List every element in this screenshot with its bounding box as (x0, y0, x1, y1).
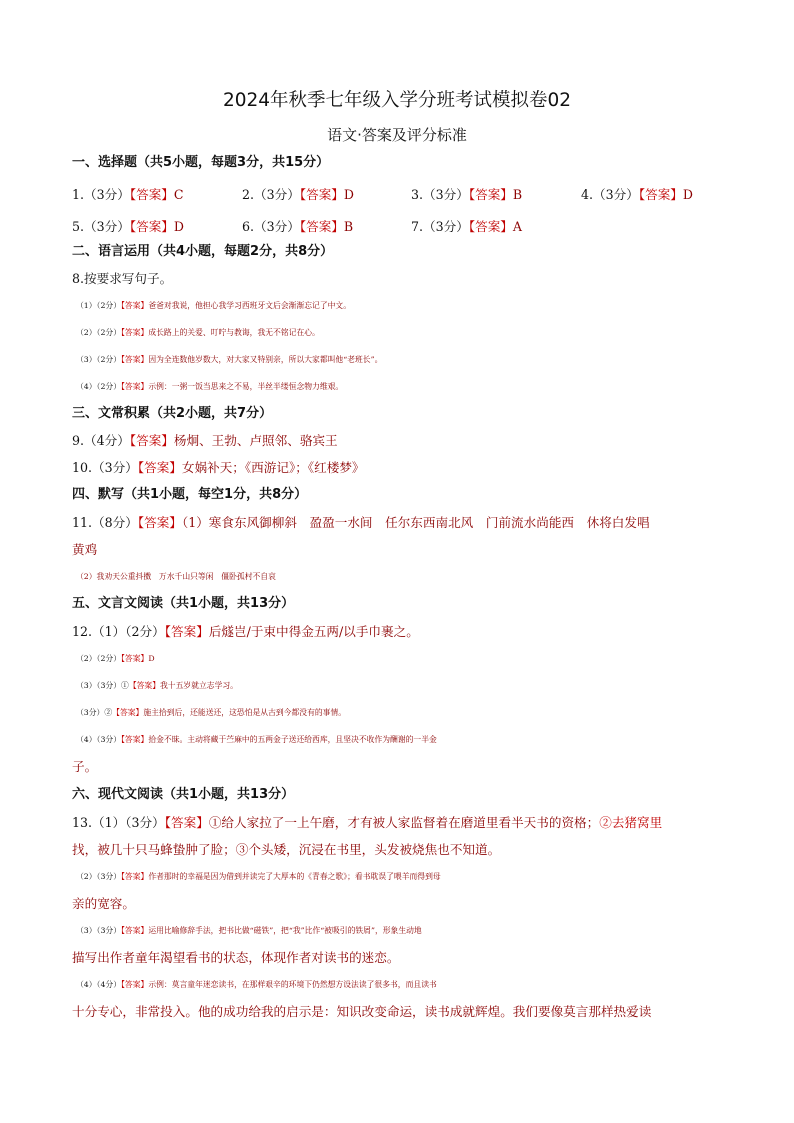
answer-tag: 【答案】 (121, 654, 149, 663)
q13-item-4-cont: 十分专心，非常投入。他的成功给我的启示是：知识改变命运，读书成就辉煌。我们要像莫言那样热爱读 (72, 1004, 652, 1019)
q8-item-4 (76, 378, 736, 396)
mc-num: 4.（3分） (581, 187, 639, 202)
answer-tag: 【答案】 (128, 681, 160, 690)
item-answer: （1）寒食东风御柳斜 盈盈一水间 任尔东西南北风 门前流水尚能西 休将白发唱 (181, 515, 650, 530)
q12-item-4-cont: 子。 (72, 759, 98, 774)
q12-item-3 (76, 677, 736, 695)
answer-tag: 【答案】 (121, 301, 149, 310)
answer-tag: 【答案】 (129, 433, 174, 448)
item-answer: 成长路上的关爱、叮咛与教诲，我无不铭记在心。 (148, 328, 320, 337)
mc-num: 7.（3分） (411, 219, 469, 234)
q11-answer-line2: （2）我劝天公重抖擞 万水千山只等闲 僵卧孤村不自哀 (76, 572, 276, 581)
q13-item-2-cont: 亲的宽容。 (72, 896, 135, 911)
mc-num: 2.（3分） (242, 187, 300, 202)
mc-answer-6 (242, 218, 353, 236)
q12-item-4 (76, 731, 736, 749)
item-answer: 拾金不昧。主动将藏于苎麻中的五两金子送还给西库，且坚决不收作为酬谢的一半金 (148, 735, 437, 744)
item-answer-highlight: ②去猪窝里 (599, 815, 663, 830)
q11-answer-line1 (72, 514, 732, 532)
mc-answer-value: D (682, 187, 693, 202)
q10-answer (72, 459, 732, 477)
mc-answer-value: D (173, 219, 184, 234)
answer-tag: 【答案】 (299, 219, 344, 234)
section-heading-language: 二、语言运用（共4小题，每题2分，共8分） (72, 244, 334, 259)
item-num: 11.（8分） (72, 515, 138, 530)
answer-tag: 【答案】 (638, 187, 683, 202)
item-answer: 后燧岂/于束中得金五两/以手巾裹之。 (208, 624, 419, 639)
item-answer: 杨炯、王勃、卢照邻、骆宾王 (173, 433, 338, 448)
mc-answer-value: D (343, 187, 354, 202)
item-num: （4）（4分） (76, 980, 122, 989)
section-heading-modern: 六、现代文阅读（共1小题，共13分） (72, 787, 295, 802)
item-answer: D (148, 654, 155, 663)
q11-answer-line1-cont: 黄鸡 (72, 542, 98, 557)
mc-answer-value: B (512, 187, 523, 202)
answer-tag: 【答案】 (137, 515, 182, 530)
item-num: （4）（2分） (76, 382, 122, 391)
q12-item-3b (76, 704, 736, 722)
q13-item-4 (76, 976, 736, 994)
item-answer: 因为全连数他岁数大，对大家又特别亲，所以大家都叫他“老班长”。 (148, 355, 383, 364)
answer-tag: 【答案】 (121, 980, 149, 989)
item-num: （3）（3分） (76, 926, 122, 935)
q13-item-2 (76, 868, 736, 886)
answer-tag: 【答案】 (121, 382, 149, 391)
item-num: （1）（2分） (76, 301, 122, 310)
mc-answer-3 (411, 186, 522, 204)
q8-stem: 8.按要求写句子。 (72, 271, 173, 286)
section-heading-classical: 五、文言文阅读（共1小题，共13分） (72, 596, 295, 611)
item-num: （3）（3分）① (76, 681, 129, 690)
q12-item-2 (76, 650, 736, 668)
q12-item-1 (72, 623, 732, 641)
item-answer: 作者那时的幸福是因为借到并读完了大厚本的《青春之歌》；看书耽误了喂羊而得到母 (148, 872, 441, 881)
item-num: 12.（1）（2分） (72, 624, 165, 639)
item-num: 13.（1）（3分） (72, 815, 165, 830)
item-answer: ①给人家拉了一上午磨，才有被人家监督着在磨道里看半天书的资格； (208, 815, 600, 830)
item-answer: 我十五岁就立志学习。 (160, 681, 238, 690)
mc-num: 5.（3分） (72, 219, 130, 234)
mc-num: 1.（3分） (72, 187, 130, 202)
q9-answer (72, 432, 732, 450)
mc-answer-1 (72, 186, 184, 204)
item-num: 9.（4分） (72, 433, 130, 448)
item-answer: 示例：莫言童年迷恋读书，在那样艰辛的环境下仍然想方设法读了很多书，而且读书 (148, 980, 437, 989)
item-answer: 施主拾到后，还能送还，这恐怕是从古到今都没有的事情。 (143, 708, 347, 717)
q8-item-2 (76, 324, 736, 342)
item-answer: 运用比喻修辞手法，把书比做“磁铁”，把“我”比作“被吸引的铁屑”，形象生动地 (148, 926, 422, 935)
q13-item-3-cont: 描写出作者童年渴望看书的状态，体现作者对读书的迷恋。 (72, 950, 400, 965)
q13-item-1 (72, 814, 732, 832)
page-title: 2024年秋季七年级入学分班考试模拟卷02 (222, 90, 572, 111)
mc-num: 6.（3分） (242, 219, 300, 234)
section-heading-dictation: 四、默写（共1小题，每空1分，共8分） (72, 487, 308, 502)
item-num: （2）（3分） (76, 872, 122, 881)
q8-item-3 (76, 351, 736, 369)
mc-answer-value: B (343, 219, 354, 234)
q13-item-3 (76, 922, 736, 940)
mc-answer-7 (411, 218, 522, 236)
answer-tag: 【答案】 (121, 735, 149, 744)
page-subtitle: 语文·答案及评分标准 (327, 126, 467, 144)
mc-answer-value: C (173, 187, 184, 202)
answer-tag: 【答案】 (121, 872, 149, 881)
q13-item-1-cont: 找，被几十只马蜂蛰肿了脸；③个头矮，沉浸在书里，头发被烧焦也不知道。 (72, 842, 501, 857)
item-num: （2）（2分） (76, 654, 122, 663)
answer-tag: 【答案】 (299, 187, 344, 202)
answer-tag: 【答案】 (129, 219, 174, 234)
answer-tag: 【答案】 (164, 624, 209, 639)
item-num: （3）（2分） (76, 355, 122, 364)
section-heading-choice: 一、选择题（共5小题，每题3分，共15分） (72, 155, 330, 170)
answer-tag: 【答案】 (121, 328, 149, 337)
item-num: 10.（3分） (72, 460, 138, 475)
item-answer: 示例：一粥一饭当思来之不易，半丝半缕恒念物力维艰。 (148, 382, 344, 391)
mc-answer-value: A (512, 219, 522, 234)
answer-tag: 【答案】 (129, 187, 174, 202)
mc-answer-2 (242, 186, 354, 204)
answer-tag: 【答案】 (137, 460, 182, 475)
answer-tag: 【答案】 (121, 926, 149, 935)
mc-answer-4 (581, 186, 693, 204)
item-num: （2）（2分） (76, 328, 122, 337)
answer-tag: 【答案】 (121, 355, 149, 364)
answer-tag: 【答案】 (468, 219, 513, 234)
mc-answer-5 (72, 218, 184, 236)
item-answer: 女娲补天；《西游记》；《红楼梦》 (181, 460, 365, 475)
answer-tag: 【答案】 (112, 708, 144, 717)
q8-item-1 (76, 297, 736, 315)
section-heading-literature: 三、文常积累（共2小题，共7分） (72, 406, 273, 421)
item-num: （4）（3分） (76, 735, 122, 744)
answer-tag: 【答案】 (164, 815, 209, 830)
mc-num: 3.（3分） (411, 187, 469, 202)
answer-tag: 【答案】 (468, 187, 513, 202)
item-num: （3分）② (76, 708, 113, 717)
item-answer: 爸爸对我说，他担心我学习西班牙文后会渐渐忘记了中文。 (148, 301, 352, 310)
